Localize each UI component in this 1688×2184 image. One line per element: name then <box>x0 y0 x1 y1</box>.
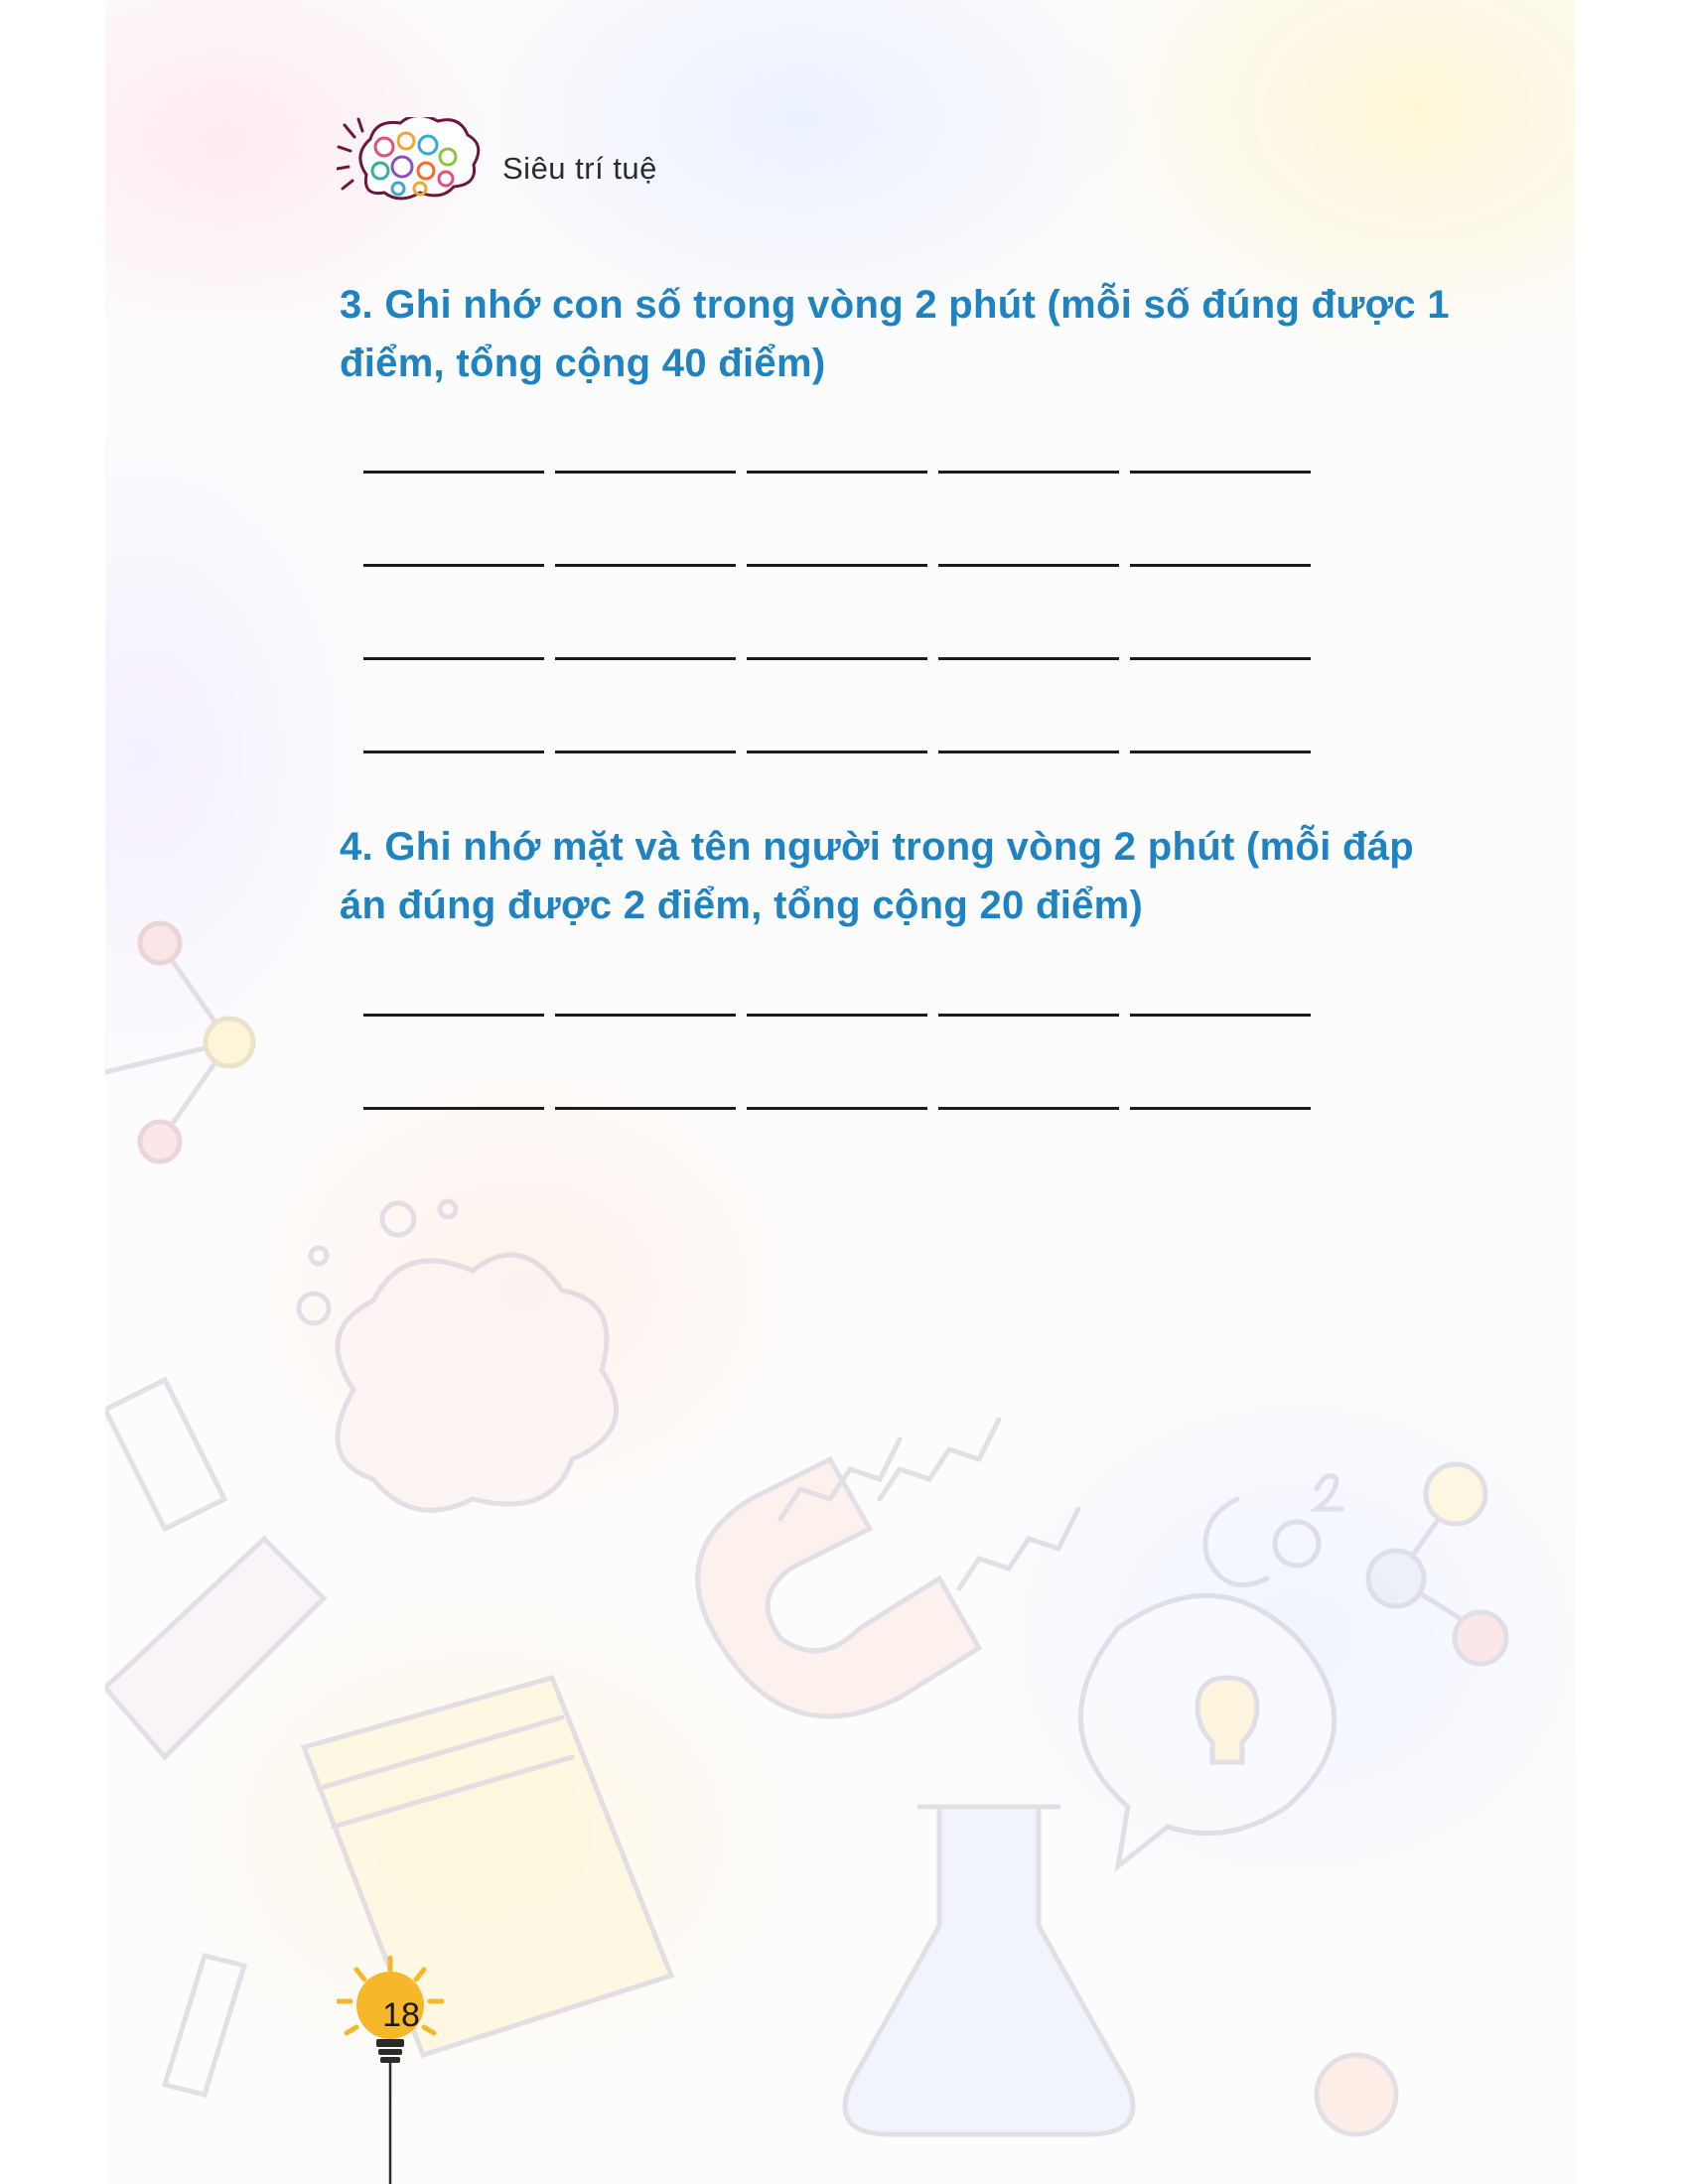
question-4-heading: 4. Ghi nhớ mặt và tên người trong vòng 2 phút (mỗi đáp án đúng được 2 điểm, tổng cộng 20 điểm) <box>340 825 1415 927</box>
workbook-page <box>105 0 1575 2184</box>
lightbulb-icon <box>337 1956 466 2184</box>
answer-blank[interactable] <box>363 1107 544 1110</box>
answer-blank[interactable] <box>555 471 736 474</box>
answer-blank[interactable] <box>938 471 1119 474</box>
answer-blank[interactable] <box>555 751 736 753</box>
answer-blank[interactable] <box>1130 751 1311 753</box>
answer-blank[interactable] <box>747 751 927 753</box>
answer-row <box>363 657 1317 751</box>
answer-blank[interactable] <box>363 751 544 753</box>
answer-blank[interactable] <box>938 1107 1119 1110</box>
answer-blank[interactable] <box>363 1014 544 1017</box>
answer-blank[interactable] <box>1130 1107 1311 1110</box>
answer-blank[interactable] <box>363 471 544 474</box>
question-3-heading: 3. Ghi nhớ con số trong vòng 2 phút (mỗi số đúng được 1 điểm, tổng cộng 40 điểm) <box>340 283 1450 385</box>
answer-row <box>363 1107 1317 1200</box>
answer-row <box>363 564 1317 657</box>
answer-blank[interactable] <box>747 564 927 567</box>
answer-blank[interactable] <box>1130 1014 1311 1017</box>
answer-blank[interactable] <box>938 1014 1119 1017</box>
answer-blank[interactable] <box>938 657 1119 660</box>
answer-blank[interactable] <box>747 471 927 474</box>
question-3-answer-area <box>363 471 1317 844</box>
answer-blank[interactable] <box>1130 564 1311 567</box>
question-4-answer-area <box>363 1014 1317 1200</box>
answer-blank[interactable] <box>938 751 1119 753</box>
book-title: Siêu trí tuệ <box>502 151 657 186</box>
answer-blank[interactable] <box>1130 471 1311 474</box>
page-number: 18 <box>382 1996 420 2034</box>
answer-blank[interactable] <box>363 657 544 660</box>
answer-blank[interactable] <box>747 1014 927 1017</box>
answer-blank[interactable] <box>363 564 544 567</box>
answer-blank[interactable] <box>555 657 736 660</box>
answer-blank[interactable] <box>1130 657 1311 660</box>
answer-blank[interactable] <box>747 657 927 660</box>
brain-gears-icon <box>337 117 486 201</box>
answer-row <box>363 471 1317 564</box>
answer-blank[interactable] <box>555 1014 736 1017</box>
answer-blank[interactable] <box>747 1107 927 1110</box>
answer-blank[interactable] <box>555 1107 736 1110</box>
answer-row <box>363 1014 1317 1107</box>
answer-blank[interactable] <box>555 564 736 567</box>
answer-blank[interactable] <box>938 564 1119 567</box>
